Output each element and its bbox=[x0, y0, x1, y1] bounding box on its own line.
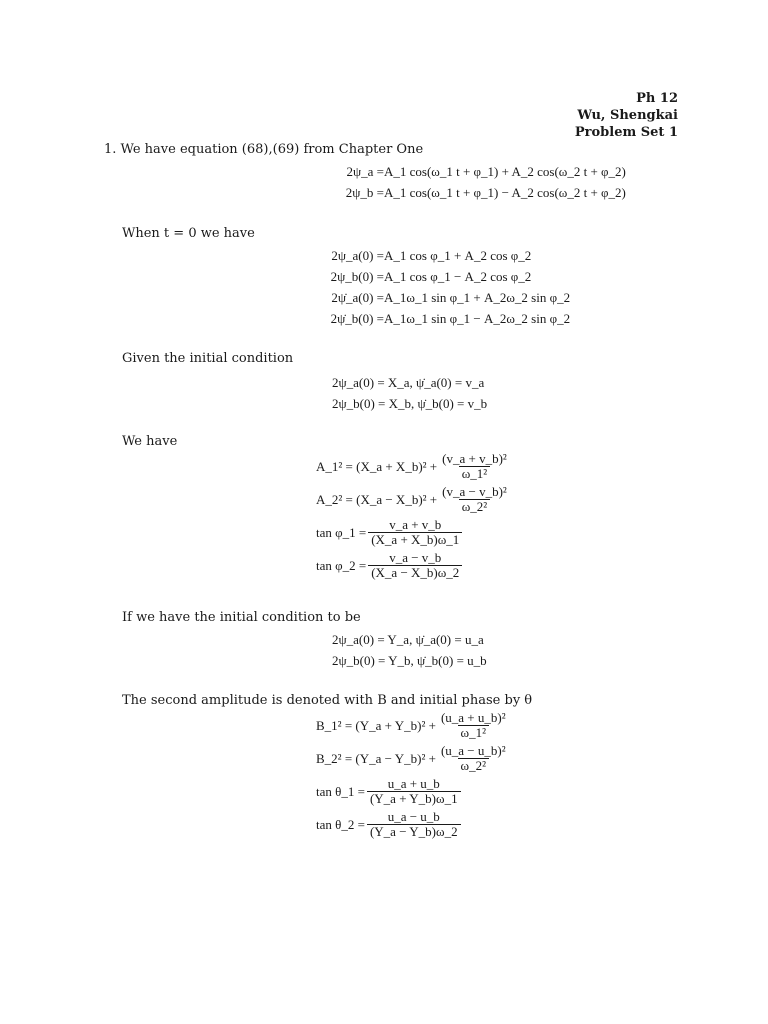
fraction bbox=[439, 485, 510, 514]
result-lhs: tan θ_1 = bbox=[316, 783, 365, 799]
result-lhs: B_1² = (Y_a + Y_b)² + bbox=[316, 717, 436, 733]
result-lhs: A_1² = (X_a + X_b)² + bbox=[316, 458, 438, 474]
fraction-denominator: (X_a − X_b)ω_2 bbox=[368, 565, 462, 580]
intro-text: 1. We have equation (68),(69) from Chapter One bbox=[104, 142, 424, 157]
fraction-numerator: u_a + u_b bbox=[387, 776, 440, 791]
fraction bbox=[368, 518, 462, 547]
equation-rhs: A_1ω_1 sin φ_1 − A_2ω_2 sin φ_2 bbox=[384, 310, 571, 326]
equation-lhs: 2ψ_b = bbox=[345, 184, 384, 200]
fraction bbox=[368, 551, 462, 580]
equations-t0 bbox=[0, 245, 768, 329]
if-ic-text: If we have the initial condition to be bbox=[122, 610, 361, 625]
we-have-text: We have bbox=[122, 434, 178, 449]
equation-lhs: 2ψ_b(0) = bbox=[330, 268, 384, 284]
result-row bbox=[316, 485, 512, 514]
problem-set-label: Problem Set 1 bbox=[574, 125, 678, 140]
result-row bbox=[316, 551, 512, 580]
equation-lhs: 2ψ̇_b(0) = bbox=[330, 310, 384, 326]
condition-line: 2ψ_b(0) = Y_b, ψ̇_b(0) = u_b bbox=[332, 653, 487, 668]
result-lhs: tan φ_1 = bbox=[316, 524, 367, 540]
condition-line: 2ψ_b(0) = X_b, ψ̇_b(0) = v_b bbox=[332, 396, 488, 411]
equation-row bbox=[0, 182, 768, 203]
equation-row bbox=[0, 308, 768, 329]
equation-rhs: A_1 cos φ_1 − A_2 cos φ_2 bbox=[384, 268, 532, 284]
equation-row bbox=[0, 161, 768, 182]
fraction-numerator: v_a − v_b bbox=[389, 550, 442, 565]
document-header bbox=[575, 90, 678, 141]
equation-lhs: 2ψ̇_a(0) = bbox=[331, 289, 384, 305]
fraction-numerator: v_a + v_b bbox=[389, 517, 442, 532]
condition-line: 2ψ_a(0) = X_a, ψ̇_a(0) = v_a bbox=[332, 375, 485, 390]
equation-row bbox=[0, 245, 768, 266]
result-lhs: tan φ_2 = bbox=[316, 557, 367, 573]
equation-row bbox=[0, 266, 768, 287]
fraction-denominator: ω_2² bbox=[458, 758, 489, 773]
results-a bbox=[316, 452, 512, 584]
result-lhs: B_2² = (Y_a − Y_b)² + bbox=[316, 750, 436, 766]
fraction-denominator: ω_2² bbox=[459, 499, 490, 514]
equation-row bbox=[0, 287, 768, 308]
fraction-denominator: ω_1² bbox=[459, 466, 490, 481]
equation-rhs: A_1 cos(ω_1 t + φ_1) + A_2 cos(ω_2 t + φ_2) bbox=[384, 163, 626, 179]
given-ic-text: Given the initial condition bbox=[122, 351, 294, 366]
initial-condition-1 bbox=[332, 372, 487, 414]
fraction-denominator: (X_a + X_b)ω_1 bbox=[368, 532, 462, 547]
second-amplitude-text: The second amplitude is denoted with B and initial phase by θ bbox=[122, 693, 533, 708]
fraction bbox=[367, 777, 461, 806]
result-lhs: tan θ_2 = bbox=[316, 816, 365, 832]
fraction-numerator: (u_a + u_b)² bbox=[440, 710, 506, 725]
equation-rhs: A_1 cos(ω_1 t + φ_1) − A_2 cos(ω_2 t + φ_2) bbox=[384, 184, 626, 200]
fraction-denominator: (Y_a + Y_b)ω_1 bbox=[367, 791, 461, 806]
fraction bbox=[439, 452, 510, 481]
fraction bbox=[438, 711, 509, 740]
result-row bbox=[316, 777, 511, 806]
result-row bbox=[316, 452, 512, 481]
fraction-numerator: (u_a − u_b)² bbox=[440, 743, 506, 758]
result-lhs: A_2² = (X_a − X_b)² + bbox=[316, 491, 438, 507]
fraction bbox=[438, 744, 509, 773]
fraction-denominator: (Y_a − Y_b)ω_2 bbox=[367, 824, 461, 839]
fraction-numerator: u_a − u_b bbox=[387, 809, 440, 824]
fraction-denominator: ω_1² bbox=[458, 725, 489, 740]
result-row bbox=[316, 810, 511, 839]
equation-lhs: 2ψ_a(0) = bbox=[331, 247, 384, 263]
equation-rhs: A_1 cos φ_1 + A_2 cos φ_2 bbox=[384, 247, 532, 263]
fraction bbox=[367, 810, 461, 839]
equations-general bbox=[0, 161, 768, 203]
result-row bbox=[316, 711, 511, 740]
fraction-numerator: (v_a + v_b)² bbox=[442, 451, 507, 466]
course-label: Ph 12 bbox=[636, 91, 678, 106]
equation-lhs: 2ψ_a = bbox=[346, 163, 384, 179]
fraction-numerator: (v_a − v_b)² bbox=[442, 484, 507, 499]
results-b bbox=[316, 711, 511, 843]
author-name: Wu, Shengkai bbox=[577, 108, 678, 123]
equation-rhs: A_1ω_1 sin φ_1 + A_2ω_2 sin φ_2 bbox=[384, 289, 571, 305]
initial-condition-2 bbox=[332, 629, 487, 671]
condition-line: 2ψ_a(0) = Y_a, ψ̇_a(0) = u_a bbox=[332, 632, 484, 647]
result-row bbox=[316, 744, 511, 773]
when-t0-text: When t = 0 we have bbox=[122, 226, 255, 241]
result-row bbox=[316, 518, 512, 547]
